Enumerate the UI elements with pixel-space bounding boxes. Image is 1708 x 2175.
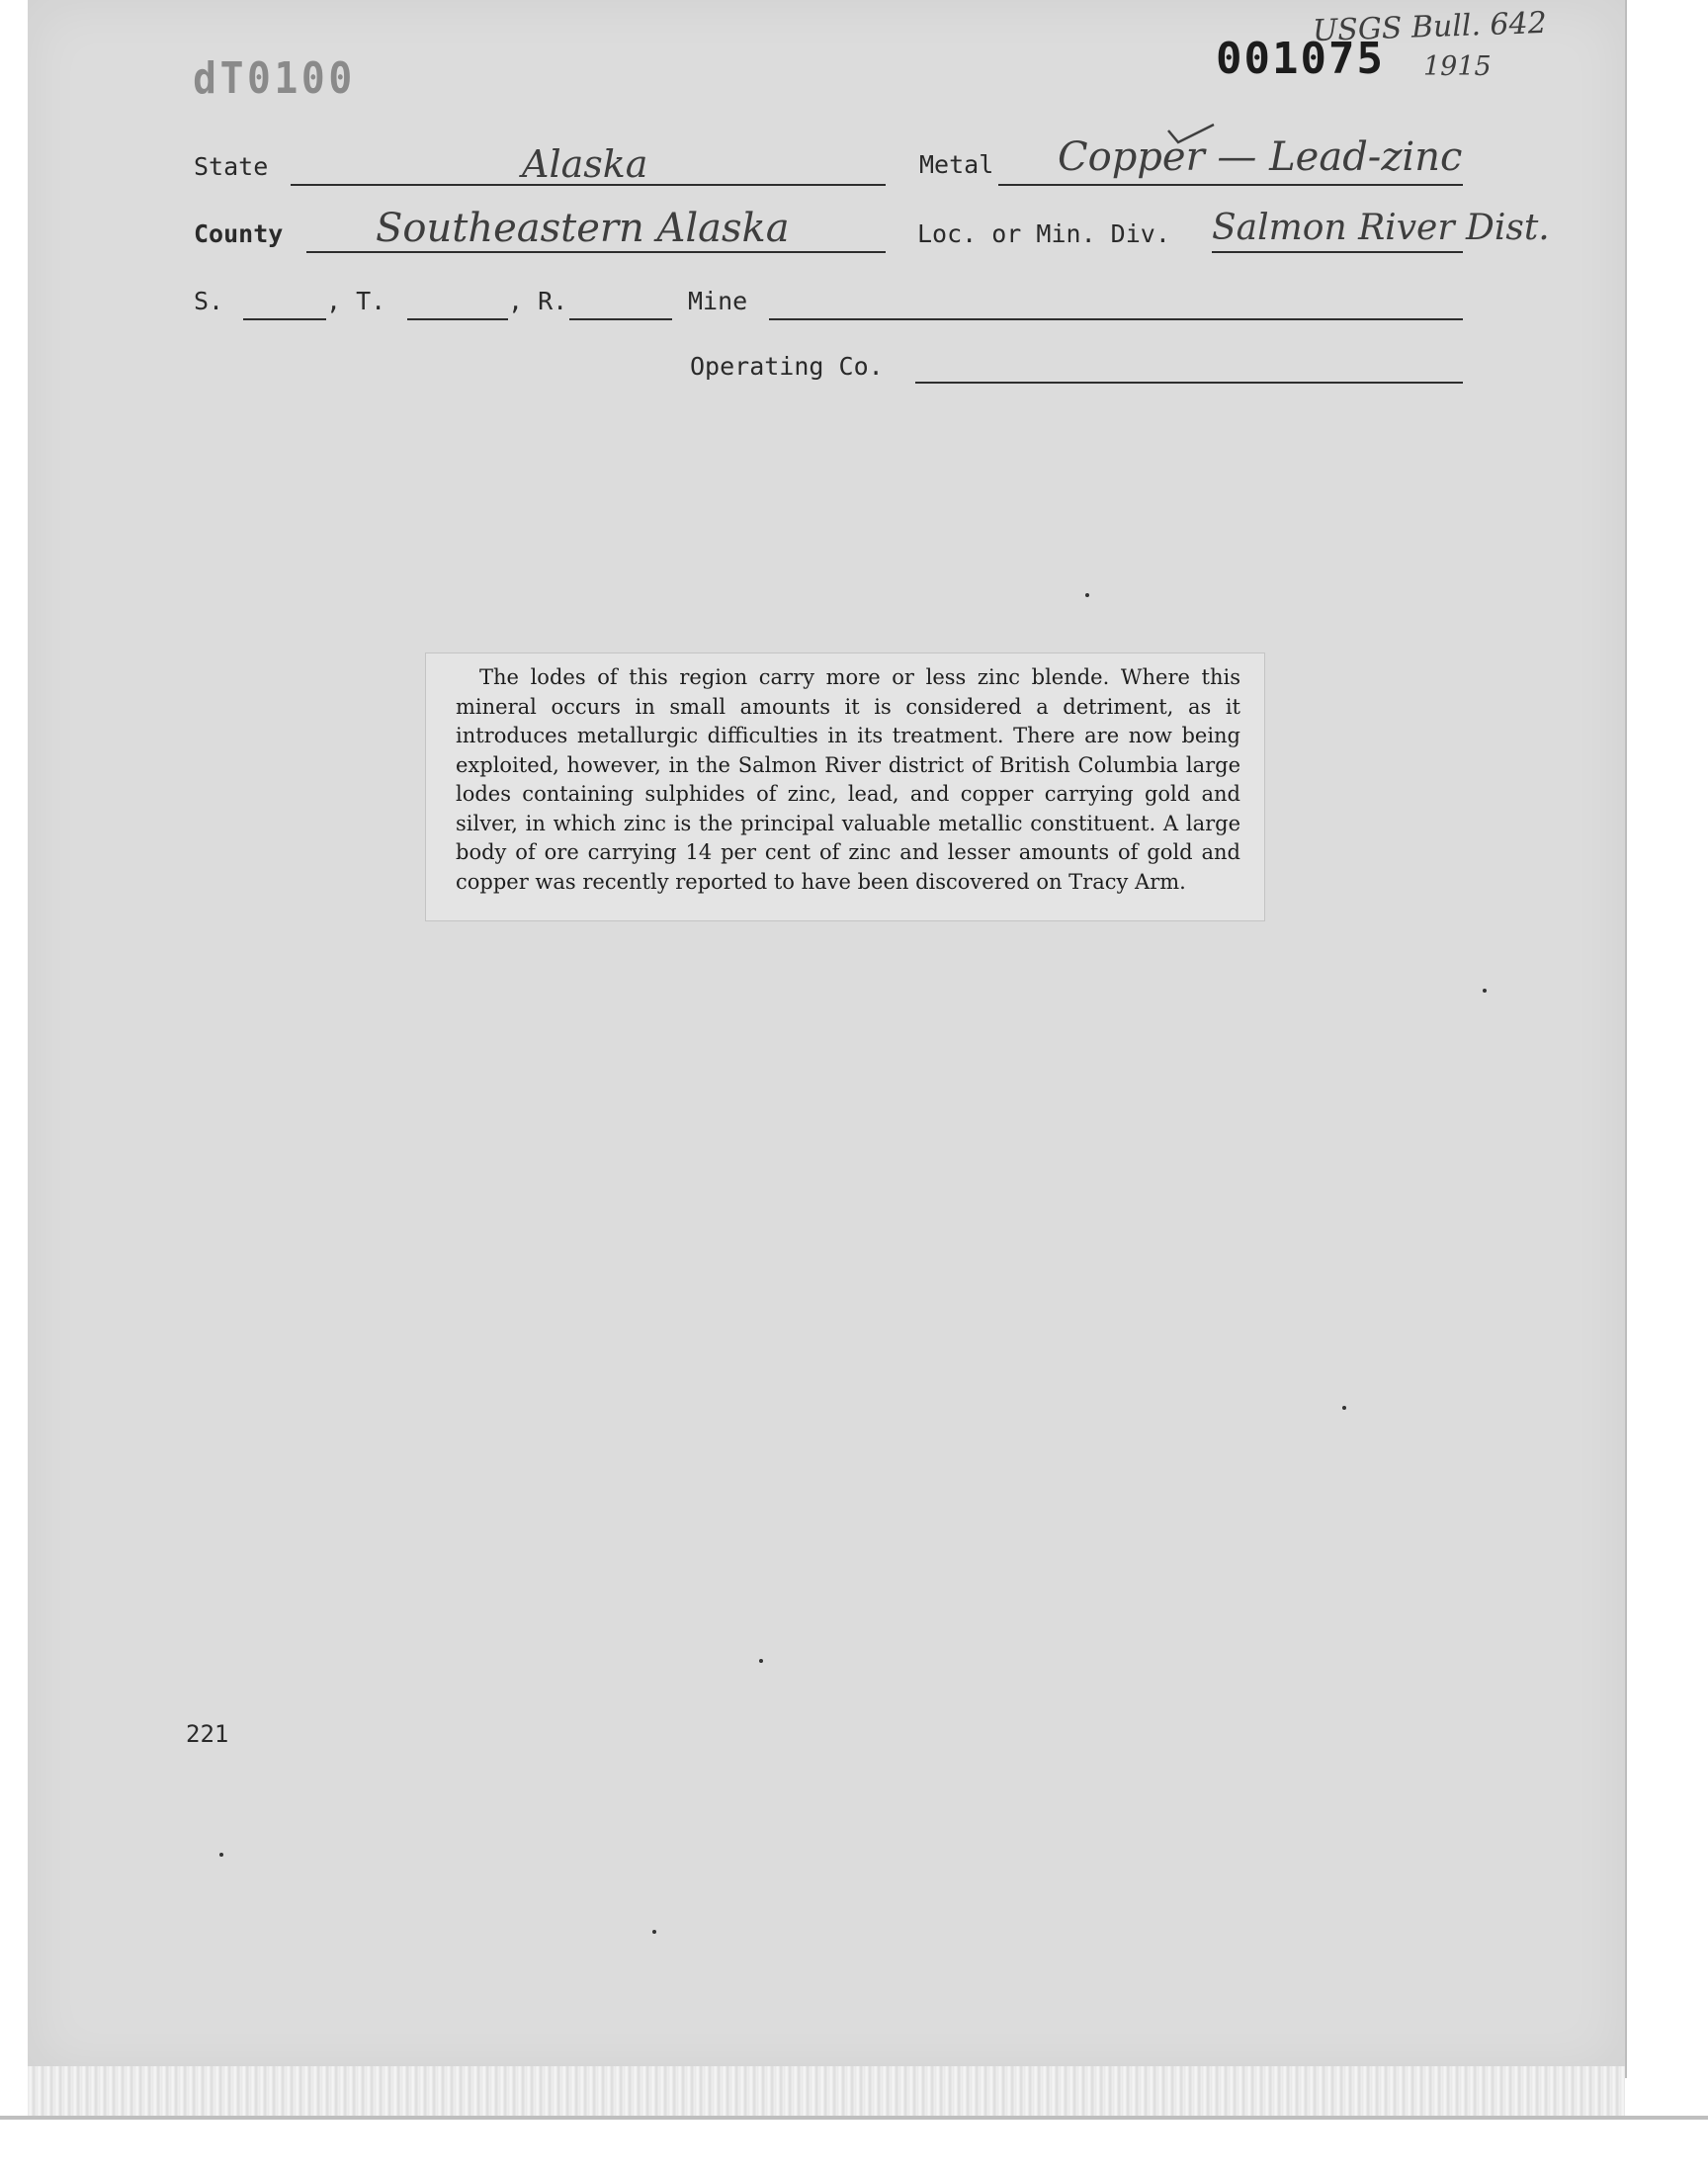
county-line (306, 251, 886, 253)
scanner-strip (28, 2066, 1625, 2116)
county-value: Southeastern Alaska (376, 206, 790, 251)
township-line (407, 318, 508, 320)
section-line (243, 318, 326, 320)
township-label: , T. (326, 287, 386, 315)
page-number: 221 (186, 1720, 229, 1748)
scan-speck (652, 1930, 656, 1934)
record-stamp-number: 001075 (1216, 34, 1385, 84)
source-annotation: USGS Bull. 642 (1312, 5, 1548, 49)
metal-line (998, 184, 1463, 186)
state-label: State (194, 152, 269, 181)
scan-speck (1085, 593, 1089, 597)
check-mark-icon (1166, 121, 1216, 148)
loc-line (1212, 251, 1463, 253)
metal-label: Metal (919, 150, 994, 179)
scan-speck (759, 1659, 763, 1663)
scan-speck (1483, 989, 1487, 993)
loc-value: Salmon River Dist. (1212, 208, 1550, 248)
faint-stamp-number: dT0100 (193, 53, 356, 104)
mine-label: Mine (688, 287, 748, 315)
scan-speck (1342, 1406, 1346, 1410)
mine-line (769, 318, 1463, 320)
section-label: S. (194, 287, 224, 315)
range-line (569, 318, 672, 320)
state-value: Alaska (522, 142, 648, 186)
index-card-page (28, 0, 1627, 2078)
operating-co-line (915, 382, 1463, 384)
scan-speck (219, 1853, 223, 1857)
loc-label: Loc. or Min. Div. (917, 219, 1170, 248)
operating-co-label: Operating Co. (690, 352, 884, 381)
range-label: , R. (508, 287, 568, 315)
source-year: 1915 (1423, 51, 1492, 82)
scanner-edge (0, 2116, 1708, 2120)
clipping-text: The lodes of this region carry more or less zinc blende. Where this mineral occurs in small amounts it is considered a detriment, as it introduces metallurgic difficulties in its treatment. There are now being exploited, however, in the Salmon River district of British Columbia large lodes containing sulphides of zinc, lead, and copper carrying gold and silver, in which zinc is the principal valuable metallic constituent. A large body of ore carrying 14 per cent of zinc and lesser amounts of gold and copper was recently reported to have been discovered on Tracy Arm. (456, 665, 1240, 894)
county-label: County (194, 219, 284, 248)
text-clipping (425, 652, 1265, 921)
metal-value: Copper — Lead-zinc (1058, 134, 1463, 180)
